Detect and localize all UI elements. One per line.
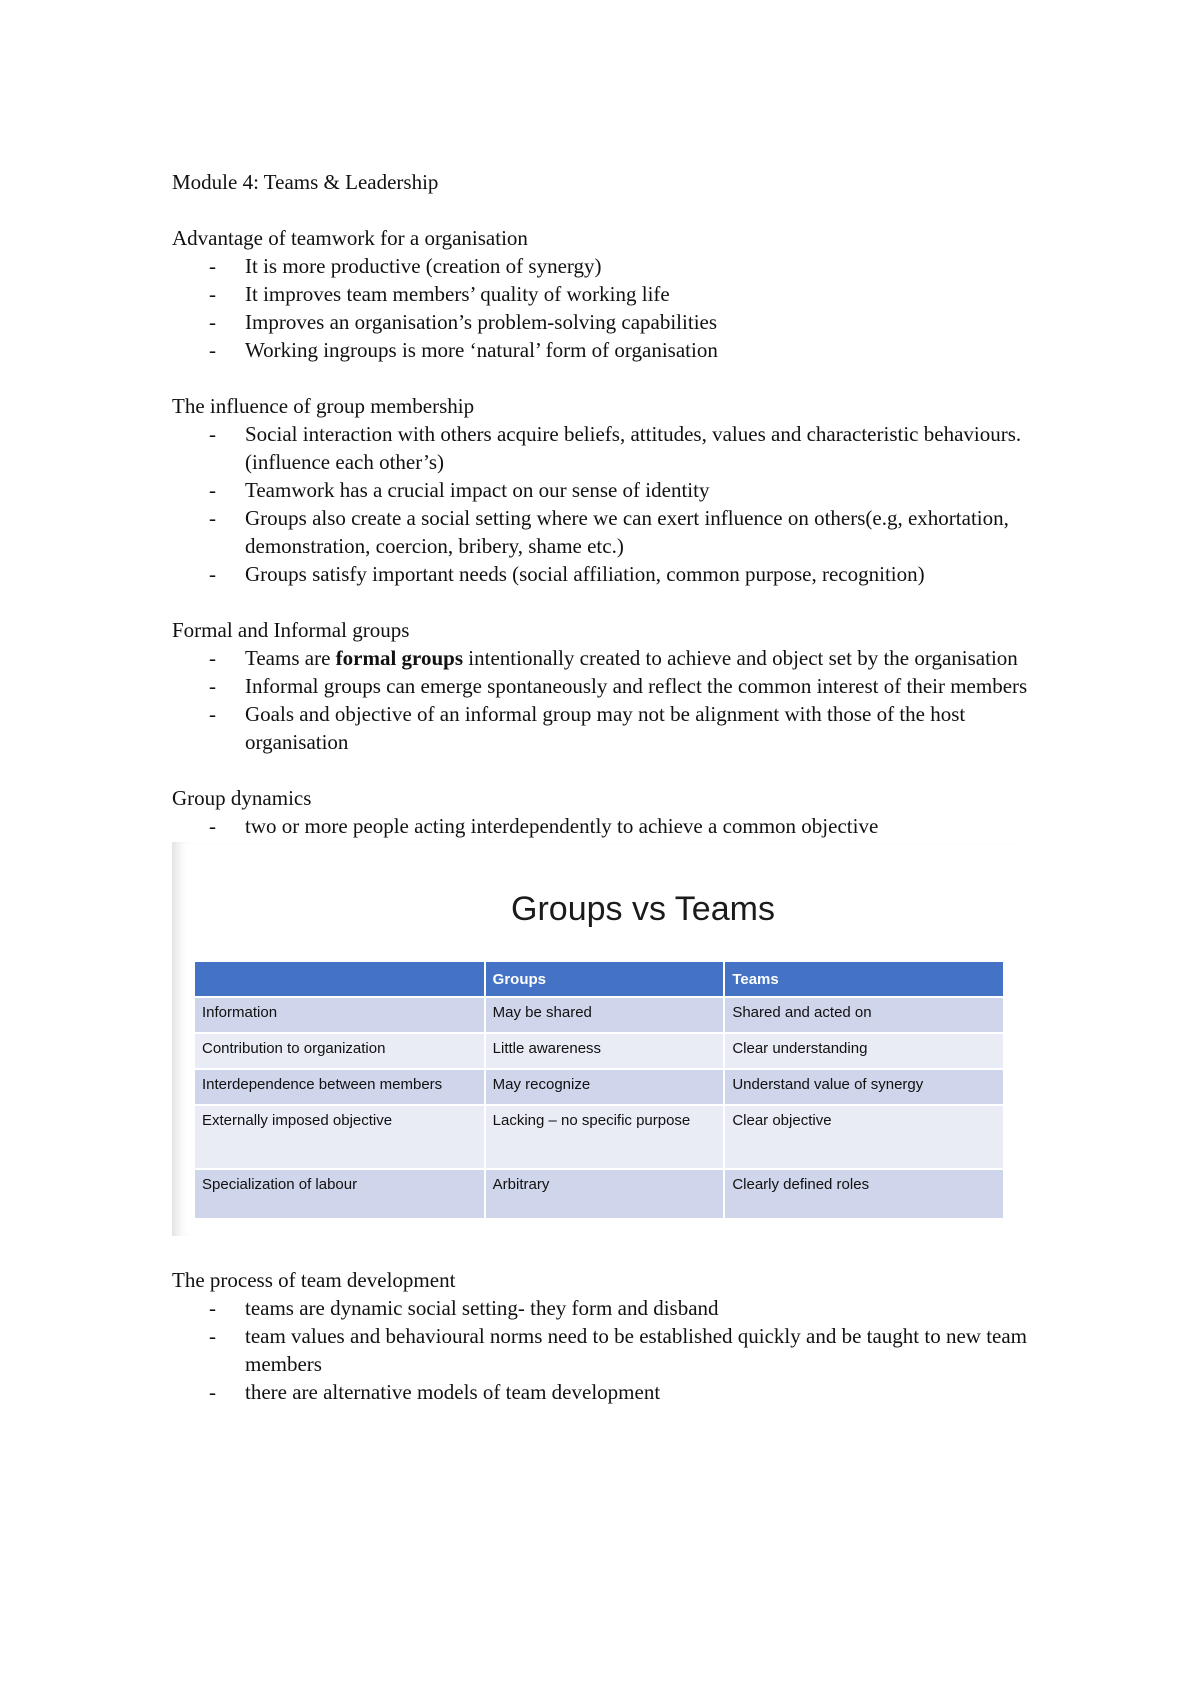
dash-bullet: - xyxy=(209,562,216,586)
dash-bullet: - xyxy=(209,814,216,838)
list-item: - Social interaction with others acquire beliefs, attitudes, values and characteristic behaviours. (influence each other’s) xyxy=(209,422,1022,474)
dash-bullet: - xyxy=(209,1296,216,1320)
section-heading: The process of team development xyxy=(172,1268,456,1292)
table-cell: Interdependence between members xyxy=(195,1069,485,1105)
table-header-cell xyxy=(195,962,485,997)
dash-bullet: - xyxy=(209,422,216,446)
list-item: - teams are dynamic social setting- they form and disband xyxy=(209,1296,719,1320)
table-cell: Little awareness xyxy=(485,1033,725,1069)
table-cell: Understand value of synergy xyxy=(724,1069,1004,1105)
dash-bullet: - xyxy=(209,478,216,502)
bullet-list xyxy=(172,644,1052,756)
dash-bullet: - xyxy=(209,282,216,306)
section-heading: Group dynamics xyxy=(172,786,312,810)
dash-bullet: - xyxy=(209,1380,216,1404)
list-item: - Teams are formal groups intentionally created to achieve and object set by the organisation xyxy=(209,646,1018,670)
list-item: - there are alternative models of team development xyxy=(209,1380,661,1404)
groups-vs-teams-slide xyxy=(172,842,1023,1236)
bullet-list xyxy=(172,1294,1052,1406)
list-item: - It improves team members’ quality of working life xyxy=(209,282,670,306)
list-item: - Goals and objective of an informal group may not be alignment with those of the host organisation xyxy=(209,702,966,754)
table-cell: Specialization of labour xyxy=(195,1169,485,1218)
dash-bullet: - xyxy=(209,310,216,334)
slide-title: Groups vs Teams xyxy=(511,890,775,928)
table-header-row xyxy=(195,962,1004,997)
list-item: - It is more productive (creation of synergy) xyxy=(209,254,602,278)
dash-bullet: - xyxy=(209,646,216,670)
table-row xyxy=(195,1169,1004,1218)
bullet-list xyxy=(172,252,1052,364)
list-item: - Working ingroups is more ‘natural’ form of organisation xyxy=(209,338,718,362)
table-cell: Shared and acted on xyxy=(724,997,1004,1033)
table-row xyxy=(195,1105,1004,1169)
table-row xyxy=(195,1069,1004,1105)
table-cell: Clear understanding xyxy=(724,1033,1004,1069)
table-row xyxy=(195,997,1004,1033)
table-cell: Clearly defined roles xyxy=(724,1169,1004,1218)
dash-bullet: - xyxy=(209,1324,216,1348)
list-item: - Informal groups can emerge spontaneously and reflect the common interest of their members xyxy=(209,674,1028,698)
dash-bullet: - xyxy=(209,702,216,726)
bold-term: formal groups xyxy=(335,646,464,670)
table-row xyxy=(195,1033,1004,1069)
table-cell: Externally imposed objective xyxy=(195,1105,485,1169)
list-item: - Teamwork has a crucial impact on our sense of identity xyxy=(209,478,710,502)
document-page xyxy=(172,168,1052,1406)
list-item: - Groups also create a social setting where we can exert influence on others(e.g, exhortation, demonstration, coercion, bribery, shame etc.) xyxy=(209,506,1009,558)
section-heading: Formal and Informal groups xyxy=(172,618,410,642)
table-cell: Lacking – no specific purpose xyxy=(485,1105,725,1169)
list-item: - Improves an organisation’s problem-solving capabilities xyxy=(209,310,718,334)
table-cell: May be shared xyxy=(485,997,725,1033)
list-item: - two or more people acting interdependently to achieve a common objective xyxy=(209,814,879,838)
section-heading: Advantage of teamwork for a organisation xyxy=(172,226,528,250)
document-title: Module 4: Teams & Leadership xyxy=(172,170,439,194)
table-cell: May recognize xyxy=(485,1069,725,1105)
dash-bullet: - xyxy=(209,338,216,362)
table-header-cell: Teams xyxy=(724,962,1004,997)
table-cell: Arbitrary xyxy=(485,1169,725,1218)
table-cell: Contribution to organization xyxy=(195,1033,485,1069)
dash-bullet: - xyxy=(209,506,216,530)
section-heading: The influence of group membership xyxy=(172,394,475,418)
table-cell: Clear objective xyxy=(724,1105,1004,1169)
dash-bullet: - xyxy=(209,674,216,698)
list-item: - team values and behavioural norms need to be established quickly and be taught to new team members xyxy=(209,1324,1028,1376)
table-header-cell: Groups xyxy=(485,962,725,997)
table-cell: Information xyxy=(195,997,485,1033)
bullet-list xyxy=(172,420,1052,588)
comparison-table xyxy=(195,962,1005,1218)
list-item: - Groups satisfy important needs (social affiliation, common purpose, recognition) xyxy=(209,562,925,586)
dash-bullet: - xyxy=(209,254,216,278)
bullet-list xyxy=(172,812,1052,840)
